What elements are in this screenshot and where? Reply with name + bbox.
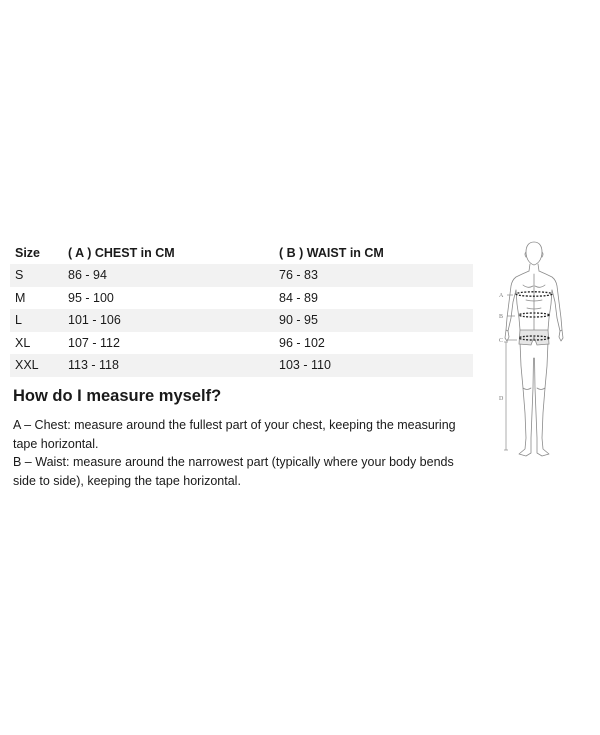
figure-label-d: D bbox=[499, 396, 504, 402]
table-row bbox=[10, 287, 473, 310]
header-chest: ( A ) CHEST in CM bbox=[68, 246, 175, 260]
cell-chest: 113 - 118 bbox=[63, 354, 274, 377]
cell-size: M bbox=[10, 287, 63, 310]
table-row bbox=[10, 264, 473, 287]
cell-size: XXL bbox=[10, 354, 63, 377]
table-row bbox=[10, 309, 473, 332]
table-row bbox=[10, 332, 473, 355]
waist-instruction: B – Waist: measure around the narrowest part (typically where your body bends side to side), keeping the tape horizontal. bbox=[13, 455, 454, 488]
table-row bbox=[10, 354, 473, 377]
cell-size: L bbox=[10, 309, 63, 332]
figure-label-b: B bbox=[499, 314, 504, 320]
chest-instruction: A – Chest: measure around the fullest part of your chest, keeping the measuring tape horizontal. bbox=[13, 418, 456, 451]
header-waist: ( B ) WAIST in CM bbox=[279, 246, 384, 260]
cell-chest: 86 - 94 bbox=[63, 264, 274, 287]
body-measurement-figure bbox=[493, 238, 581, 462]
cell-chest: 107 - 112 bbox=[63, 332, 274, 355]
measure-heading: How do I measure myself? bbox=[13, 387, 222, 405]
cell-waist: 96 - 102 bbox=[274, 332, 473, 355]
header-size: Size bbox=[15, 246, 41, 260]
figure-label-c: C bbox=[499, 338, 504, 344]
cell-waist: 84 - 89 bbox=[274, 287, 473, 310]
cell-chest: 95 - 100 bbox=[63, 287, 274, 310]
measure-instructions bbox=[13, 416, 478, 490]
size-chart-table bbox=[10, 242, 473, 377]
cell-waist: 76 - 83 bbox=[274, 264, 473, 287]
table-header-row bbox=[10, 242, 473, 264]
cell-size: XL bbox=[10, 332, 63, 355]
cell-size: S bbox=[10, 264, 63, 287]
cell-waist: 90 - 95 bbox=[274, 309, 473, 332]
cell-waist: 103 - 110 bbox=[274, 354, 473, 377]
cell-chest: 101 - 106 bbox=[63, 309, 274, 332]
figure-label-a: A bbox=[499, 293, 504, 299]
